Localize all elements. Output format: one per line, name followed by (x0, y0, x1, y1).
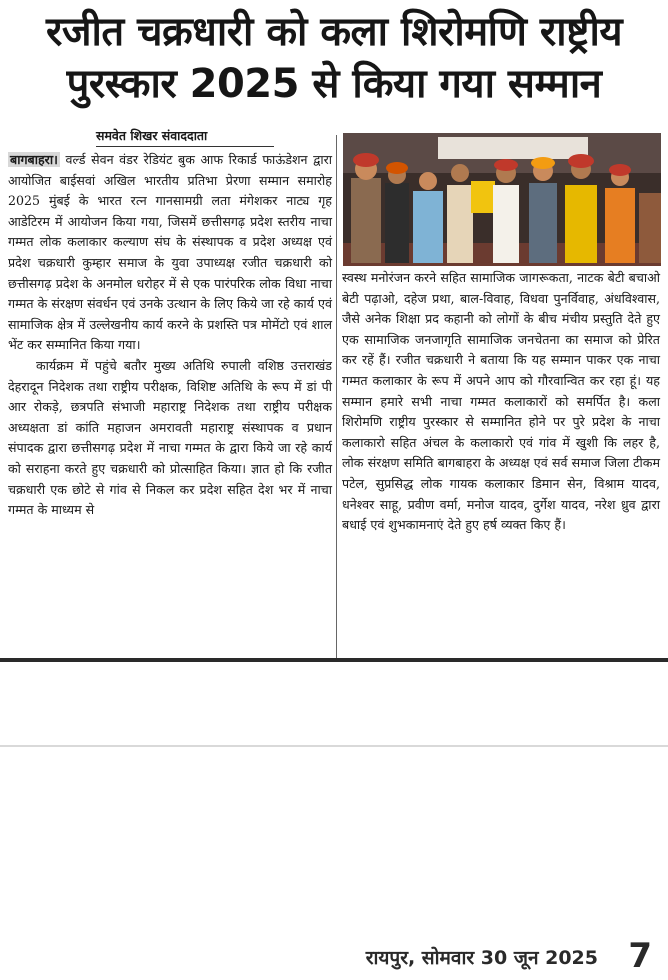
footer-city-date: रायपुर, सोमवार 30 जून 2025 (365, 947, 598, 969)
paragraph-1-body: वर्ल्ड सेवन वंडर रेडियंट बुक आफ रिकार्ड फाऊंडेशन द्वारा आयोजित बाईसवां अखिल भारतीय प्रतिभा प्रेरणा सम्मान समारोह 2025 मुंबई के भारत रत्न गानसामग्री लता मंगेशकर नाट्य गृह आडेटिरम में आयोजन किया गया, जिसमें छत्तीसगढ़ प्रदेश स्तरीय नाचा गम्मत लोक कलाकार कल्याण संघ के संस्थापक व प्रदेश अध्यक्ष एवं प्रदेश चक्रधारी कुम्हार समाज के युवा उपाध्यक्ष रजीत चक्रधारी को छत्तीसगढ़ प्रदेश के अनमोल धरोहर में से एक पारंपरिक लोक विधा नाचा गम्मत के संरक्षण संवर्धन एवं उनके उत्थान के लिए किये जा रहे कार्य एवं सामाजिक क्षेत्र में उल्लेखनीय कार्य करने के प्रशस्ति पत्र मोमेंटो एवं शाल भेंट कर सम्मानित किया गया। (8, 152, 332, 353)
byline: समवेत शिखर संवाददाता (96, 127, 274, 147)
paragraph-2: कार्यक्रम में पहुंचे बतौर मुख्य अतिथि रुपाली वशिष्ठ उत्तराखंड देहरादून निदेशक तथा राष्ट्रीय परीक्षक, विशिष्ट अतिथि के रूप में डां पी आर रोकड़े, छत्रपति संभाजी महाराष्ट्र निदेशक तथा राष्ट्रीय परीक्षक अध्यक्षता डां कांति महाजन अमरावती महाराष्ट्र संस्थापक व प्रधान संपादक द्वारा छत्तीसगढ़ प्रदेश में नाचा गम्मत के द्वारा किये जा रहे कार्य को सराहना करते हुए चक्रधारी को प्रोत्साहित किया। ज्ञात हो कि रजीत चक्रधारी एक छोटे से गांव से निकल कर प्रदेश सहित देश भर में नाचा गम्मत के माध्यम से (8, 357, 332, 518)
paragraph-1 (8, 150, 332, 356)
page-footer (0, 936, 668, 980)
clipping-edge (0, 745, 668, 747)
headline-line-1: रजीत चक्रधारी को कला शिरोमणि राष्ट्रीय (45, 9, 623, 55)
headline (8, 6, 660, 110)
column-divider (336, 135, 337, 660)
page-number: 7 (628, 936, 652, 976)
article-column-right (342, 268, 660, 536)
dateline: बागबाहरा। (10, 152, 58, 167)
ceremony-photo-illustration (343, 133, 661, 266)
article-bottom-rule (0, 658, 668, 662)
headline-line-2: पुरस्कार 2025 से किया गया सम्मान (66, 61, 602, 107)
award-ceremony-photo (343, 133, 661, 266)
article-column-left (8, 150, 332, 521)
paragraph-3: स्वस्थ मनोरंजन करने सहित सामाजिक जागरूकता, नाटक बेटी बचाओ बेटी पढ़ाओ, दहेज प्रथा, बाल-विवाह, विधवा पुनर्विवाह, अंधविश्वास, जैसे अनेक शिक्षा प्रद कहानी को लोगों के बीच मंचीय प्रस्तुति देते हुए एक सामाजिक जनजागृति सामाजिक जनचेतना का समाज को प्रेरित कर रहें हैं। रजीत चक्रधारी ने बताया कि यह सम्मान पाकर एक नाचा गम्मत कलाकार के रूप में अपने आप को गौरवान्वित कर रहा हूं। यह सम्मान हमारे सभी नाचा गम्मत कलाकारों को समर्पित है। कला शिरोमणि राष्ट्रीय पुरस्कार से सम्मानित होने पर पुरे प्रदेश के नाचा कलाकारो सहित अंचल के कलाकारो एवं गांव में खुशी कि लहर है, लोक संरक्षण समिति बागबाहरा के अध्यक्ष एवं सर्व समाज जिला टीकम पटेल, सुप्रसिद्ध लोक गायक कलाकार डिमान सेन, विश्राम यादव, धनेश्वर साहू, प्रवीण वर्मा, मनोज यादव, दुर्गेश यादव, नरेश ध्रुव द्वारा बधाई एवं शुभकामनाएं देते हुए हर्ष व्यक्त किए हैं। (342, 270, 660, 533)
